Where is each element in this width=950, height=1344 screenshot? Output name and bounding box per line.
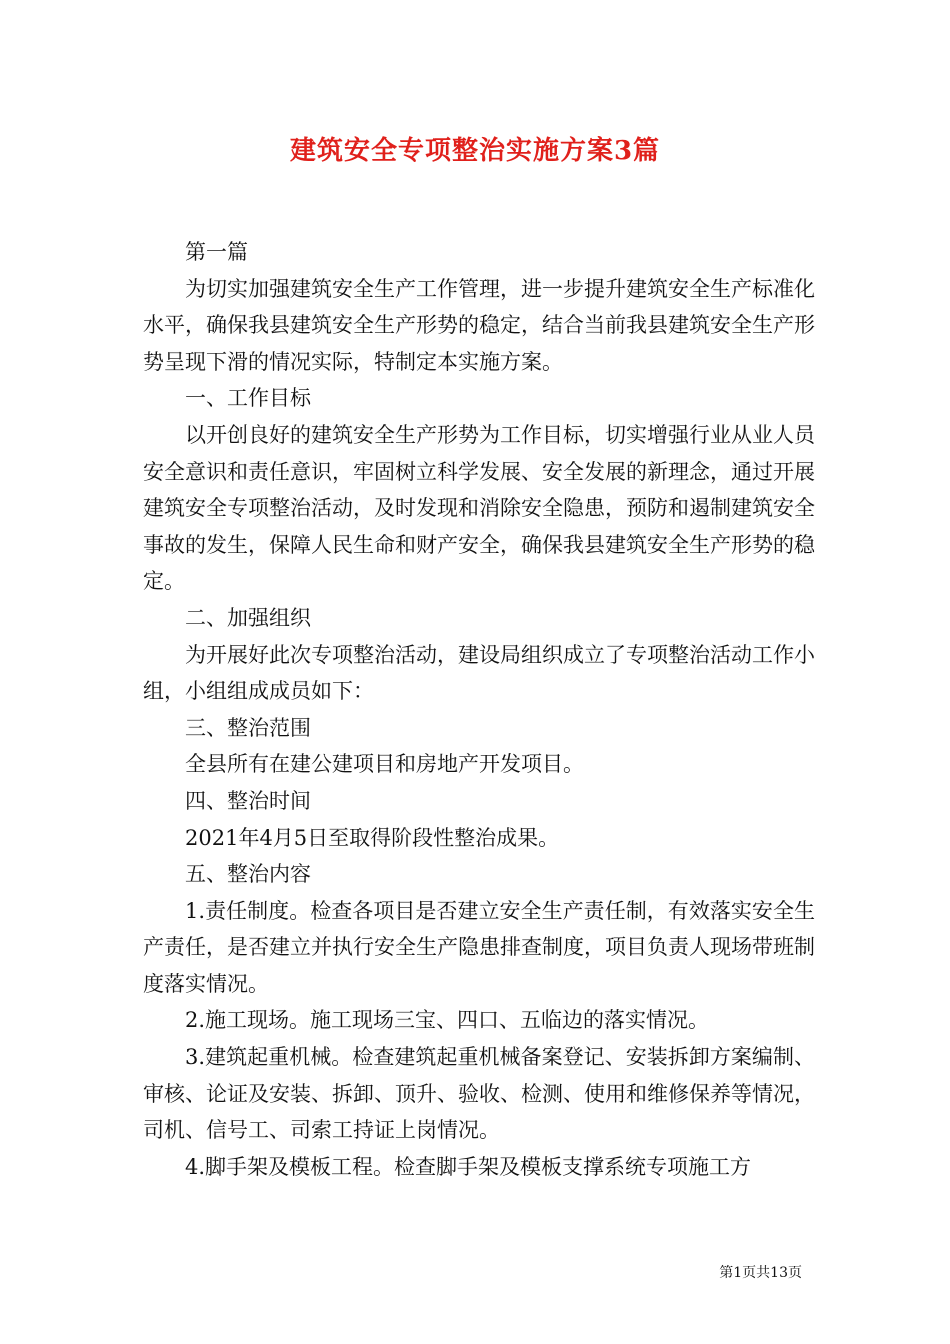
paragraph: 为切实加强建筑安全生产工作管理，进一步提升建筑安全生产标准化水平，确保我县建筑安全生产形势的稳定，结合当前我县建筑安全生产形势呈现下滑的情况实际，特制定本实施方案。	[143, 276, 815, 374]
document-title: 建筑安全专项整治实施方案3篇	[289, 136, 661, 166]
paragraph: 1.责任制度。检查各项目是否建立安全生产责任制，有效落实安全生产责任，是否建立并执行安全生产隐患排查制度，项目负责人现场带班制度落实情况。	[143, 898, 815, 996]
paragraph: 第一篇	[185, 240, 248, 264]
paragraph: 为开展好此次专项整治活动，建设局组织成立了专项整治活动工作小组，小组组成成员如下：	[143, 642, 815, 704]
paragraph: 五、整治内容	[185, 862, 311, 887]
paragraph: 二、加强组织	[185, 605, 311, 630]
paragraph: 全县所有在建公建项目和房地产开发项目。	[185, 752, 584, 777]
document-body	[143, 234, 815, 1185]
paragraph: 2021年4月5日至取得阶段性整治成果。	[185, 825, 560, 850]
paragraph: 三、整治范围	[185, 715, 311, 740]
paragraph: 3.建筑起重机械。检查建筑起重机械备案登记、安装拆卸方案编制、审核、论证及安装、拆卸、顶升、验收、检测、使用和维修保养等情况，司机、信号工、司索工持证上岗情况。	[143, 1045, 815, 1143]
page-number: 第1页共13页	[719, 1265, 802, 1281]
paragraph: 2.施工现场。施工现场三宝、四口、五临边的落实情况。	[185, 1008, 710, 1033]
paragraph: 四、整治时间	[185, 788, 311, 813]
paragraph: 一、工作目标	[185, 386, 311, 411]
paragraph: 4.脚手架及模板工程。检查脚手架及模板支撑系统专项施工方	[185, 1154, 752, 1179]
paragraph: 以开创良好的建筑安全生产形势为工作目标，切实增强行业从业人员安全意识和责任意识，牢固树立科学发展、安全发展的新理念，通过开展建筑安全专项整治活动，及时发现和消除安全隐患，预防和遏制建筑安全事故的发生，保障人民生命和财产安全，确保我县建筑安全生产形势的稳定。	[143, 422, 815, 594]
